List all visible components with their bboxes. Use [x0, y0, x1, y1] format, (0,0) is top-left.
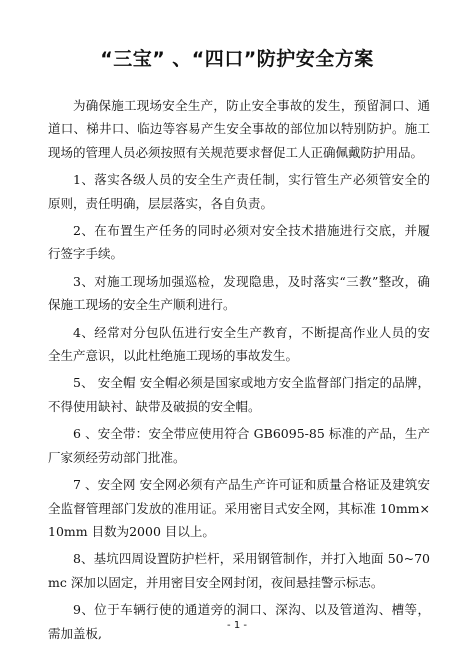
document-title: “三宝” 、“四口”防护安全方案 [100, 48, 374, 70]
paragraph-2: 2、在布置生产任务的同时必须对安全技术措施进行交底，并履行签字手续。 [48, 223, 430, 262]
paragraph-9: 9、位于车辆行使的通道旁的洞口、深沟、以及管道沟、槽等，需加盖板, [48, 602, 430, 641]
paragraph-5: 5、 安全帽 安全帽必须是国家或地方安全监督部门指定的品牌，不得使用缺衬、缺带及破损的安全帽。 [48, 375, 430, 414]
document-body [48, 94, 430, 649]
paragraph-intro: 为确保施工现场安全生产，防止安全事故的发生，预留洞口、通道口、梯井口、临边等容易产生安全事故的部位加以特别防护。施工现场的管理人员必须按照有关规范要求督促工人正确佩戴防护用品。 [48, 98, 430, 160]
paragraph-6: 6 、安全带：安全带应使用符合 GB6095-85 标准的产品，生产厂家须经劳动部门批准。 [48, 426, 430, 465]
paragraph-4: 4、经常对分包队伍进行安全生产教育，不断提高作业人员的安全生产意识，以此杜绝施工现场的事故发生。 [48, 324, 430, 364]
page-number: - 1 - [227, 620, 247, 631]
paragraph-3: 3、对施工现场加强巡检，发现隐患，及时落实“三教”整改，确保施工现场的安全生产顺利进行。 [48, 273, 430, 313]
paragraph-8: 8、基坑四周设置防护栏杆，采用钢管制作，并打入地面 50~70mc 深加以固定，并用密目安全网封闭，夜间悬挂警示标志。 [48, 551, 430, 590]
paragraph-7: 7 、安全网 安全网必须有产品生产许可证和质量合格证及建筑安全监督管理部门发放的准用证。采用密目式安全网，其标准 10mm×10mm 目数为2000 目以上。 [48, 477, 430, 539]
paragraph-1: 1、落实各级人员的安全生产责任制，实行管生产必须管安全的原则，责任明确，层层落实，各自负责。 [48, 172, 430, 211]
